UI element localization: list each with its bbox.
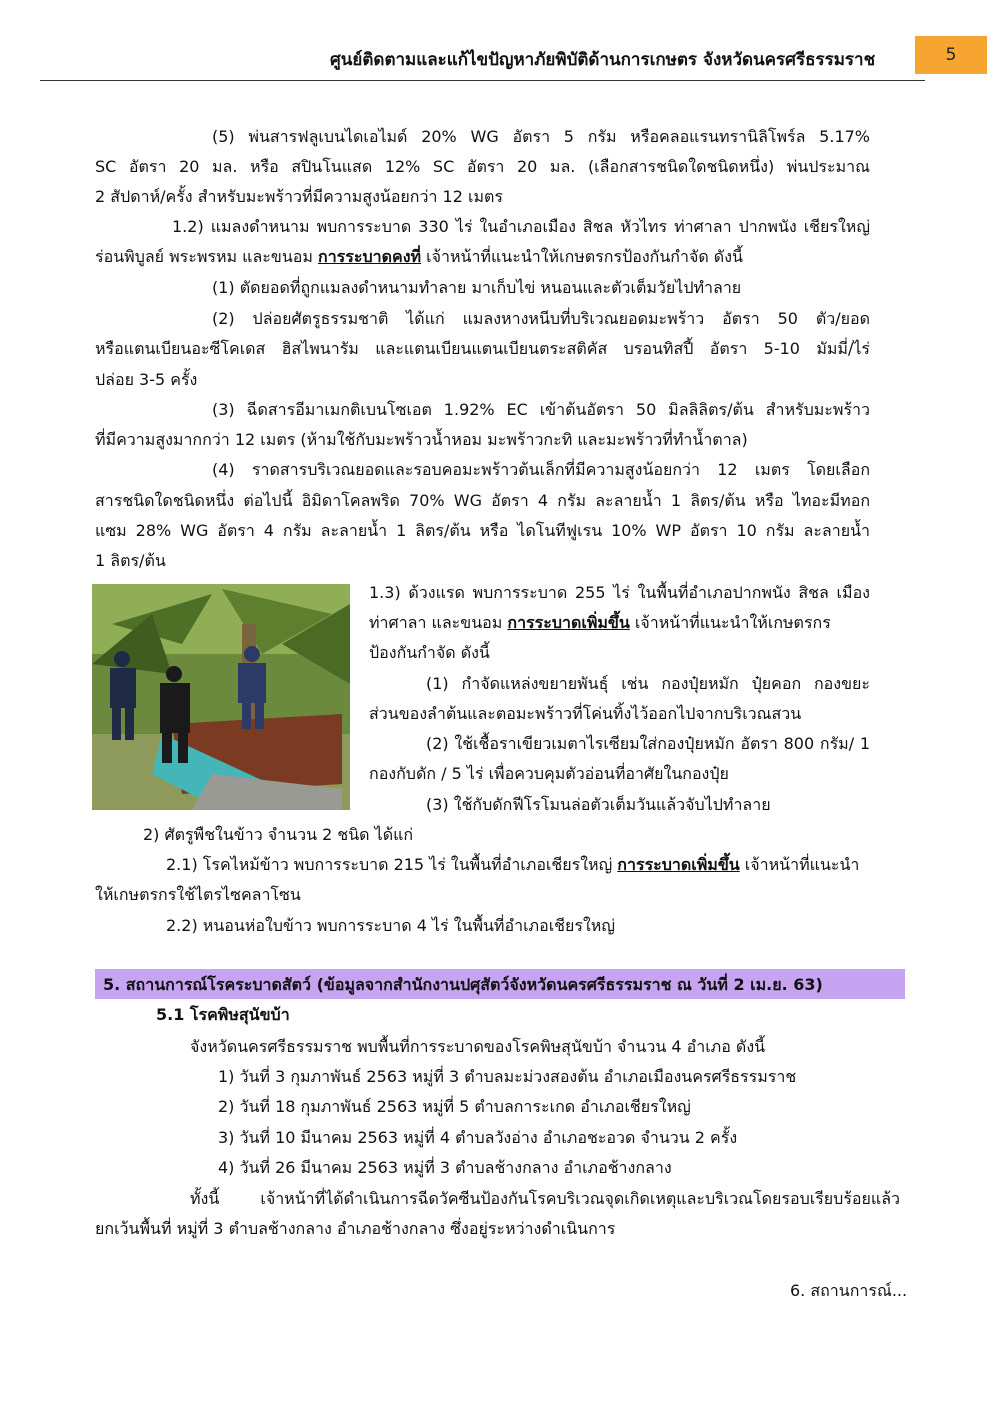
s13-status: การระบาดเพิ่มขึ้น [507,613,630,632]
s2-item2: 2.2) หนอนห่อใบข้าว พบการระบาด 4 ไร่ ในพื้นที่อำเภอเชียรใหญ่ [166,916,615,935]
page-number: 5 [945,45,957,65]
s12-item4-line4: 1 ลิตร/ต้น [95,551,166,570]
s13-line2 [369,612,831,634]
s13-line3: ป้องกันกำจัด ดังนี้ [369,643,490,662]
s12-item2-line3: ปล่อย 3-5 ครั้ง [95,370,198,389]
s51-item3: 3) วันที่ 10 มีนาคม 2563 หมู่ที่ 4 ตำบลวังอ่าง อำเภอชะอวด จำนวน 2 ครั้ง [218,1128,738,1147]
s2-title: 2) ศัตรูพืชในข้าว จำนวน 2 ชนิด ได้แก่ [143,825,414,844]
s51-item1: 1) วันที่ 3 กุมภาพันธ์ 2563 หมู่ที่ 3 ตำบลมะม่วงสองต้น อำเภอเมืองนครศรีธรรมราช [218,1067,797,1086]
s12-item3-line1: (3) ฉีดสารอีมาเมกติเบนโซเอต 1.92% EC เข้าต้นอัตรา 50 มิลลิลิตร/ต้น สำหรับมะพร้าว [212,400,870,419]
s2-item1a: 2.1) โรคไหม้ข้าว พบการระบาด 215 ไร่ ในพื้นที่อำเภอเชียรใหญ่ [166,855,618,874]
s2-item1-line1 [166,854,859,876]
s51-end-line2: ยกเว้นพื้นที่ หมู่ที่ 3 ตำบลช้างกลาง อำเภอช้างกลาง ซึ่งอยู่ระหว่างดำเนินการ [95,1219,616,1238]
s51-heading: 5.1 โรคพิษสุนัขบ้า [156,1005,290,1024]
s13-item3: (3) ใช้กับดักฟีโรโมนล่อตัวเต็มวันแล้วจับไปทำลาย [426,795,771,814]
continuation-footer: 6. สถานการณ์... [790,1281,908,1300]
s12-line1: 1.2) แมลงดำหนาม พบการระบาด 330 ไร่ ในอำเภอเมือง สิชล หัวไทร ท่าศาลา ปากพนัง เชียรใหญ่ [172,217,870,236]
s2-item1c: เจ้าหน้าที่แนะนำ [739,855,860,874]
s51-item2: 2) วันที่ 18 กุมภาพันธ์ 2563 หมู่ที่ 5 ตำบลการะเกด อำเภอเชียรใหญ่ [218,1097,691,1116]
s13-item2-line2: กองกับดัก / 5 ไร่ เพื่อควบคุมตัวอ่อนที่อาศัยในกองปุ๋ย [369,764,729,783]
page-number-box [915,36,987,74]
page-header-title: ศูนย์ติดตามและแก้ไขปัญหาภัยพิบัติด้านการเกษตร จังหวัดนครศรีธรรมราช [330,50,876,70]
s2-item1-line2: ให้เกษตรกรใช้ไตรไซคลาโซน [95,885,301,904]
p1-line2: SC อัตรา 20 มล. หรือ สปินโนแสด 12% SC อัตรา 20 มล. (เลือกสารชนิดใดชนิดหนึ่ง) พ่นประมาณ [95,157,870,176]
s13-line1: 1.3) ด้วงแรด พบการระบาด 255 ไร่ ในพื้นที่อำเภอปากพนัง สิชล เมือง [369,583,870,602]
header-rule [40,80,925,81]
s12-line2c: เจ้าหน้าที่แนะนำให้เกษตรกรป้องกันกำจัด ดังนี้ [421,247,743,266]
s13-item1-line1: (1) กำจัดแหล่งขยายพันธุ์ เช่น กองปุ๋ยหมัก ปุ๋ยคอก กองขยะ [426,674,870,693]
s51-item4: 4) วันที่ 26 มีนาคม 2563 หมู่ที่ 3 ตำบลช้างกลาง อำเภอช้างกลาง [218,1158,672,1177]
s13-item2-line1: (2) ใช้เชื้อราเขียวเมตาไรเซียมใส่กองปุ๋ยหมัก อัตรา 800 กรัม/ 1 [426,734,870,753]
s12-item4-line3: แซม 28% WG อัตรา 4 กรัม ละลายน้ำ 1 ลิตร/ต้น หรือ ไดโนทีฟูเรน 10% WP อัตรา 10 กรัม ละลายน้ำ [95,521,870,540]
s12-line2 [95,246,743,268]
s12-item2-line1: (2) ปล่อยศัตรูธรรมชาติ ได้แก่ แมลงหางหนีบที่บริเวณยอดมะพร้าว อัตรา 50 ตัว/ยอด [212,309,870,328]
s13-line2a: ท่าศาลา และขนอม [369,613,508,632]
section5-heading-bar [95,969,905,999]
s12-line2a: ร่อนพิบูลย์ พระพรหม และขนอม [95,247,318,266]
p1-line3: 2 สัปดาห์/ครั้ง สำหรับมะพร้าวที่มีความสูงน้อยกว่า 12 เมตร [95,187,503,206]
s12-item3-line2: ที่มีความสูงมากกว่า 12 เมตร (ห้ามใช้กับมะพร้าวน้ำหอม มะพร้าวกะทิ และมะพร้าวที่ทำน้ำตาล) [95,430,748,449]
p1-line1: (5) พ่นสารฟลูเบนไดเอไมด์ 20% WG อัตรา 5 กรัม หรือคลอแรนทรานิลิโพร์ล 5.17% [212,127,870,146]
s51-intro: จังหวัดนครศรีธรรมราช พบพื้นที่การระบาดของโรคพิษสุนัขบ้า จำนวน 4 อำเภอ ดังนี้ [190,1037,766,1056]
s12-item2-line2: หรือแตนเบียนอะซีโคเดส ฮิสไพนารัม และแตนเบียนแตนเบียนตระสติคัส บรอนทิสปี้ อัตรา 5-10 มัมมี่/ไร่ [95,339,870,358]
s12-item4-line1: (4) ราดสารบริเวณยอดและรอบคอมะพร้าวต้นเล็กที่มีความสูงน้อยกว่า 12 เมตร โดยเลือก [212,460,870,479]
s12-status: การระบาดคงที่ [318,247,422,266]
s12-item4-line2: สารชนิดใดชนิดหนึ่ง ต่อไปนี้ อิมิดาโคลพริด 70% WG อัตรา 4 กรัม ละลายน้ำ 1 ลิตร/ต้น หรือ ไทอะมีทอก [95,491,870,510]
coconut-garden-photo [92,584,350,810]
section5-heading: 5. สถานการณ์โรคระบาดสัตว์ (ข้อมูลจากสำนักงานปศุสัตว์จังหวัดนครศรีธรรมราช ณ วันที่ 2 เม.ย. 63) [103,975,823,994]
s12-item1: (1) ตัดยอดที่ถูกแมลงดำหนามทำลาย มาเก็บไข่ หนอนและตัวเต็มวัยไปทำลาย [212,278,742,297]
s51-end-line1: ทั้งนี้ เจ้าหน้าที่ได้ดำเนินการฉีดวัคซีนป้องกันโรคบริเวณจุดเกิดเหตุและบริเวณโดยรอบเรียบร้อยแล้ว [190,1189,900,1208]
s13-line2c: เจ้าหน้าที่แนะนำให้เกษตรกร [629,613,831,632]
s13-item1-line2: ส่วนของลำต้นและตอมะพร้าวที่โค่นทิ้งไว้ออกไปจากบริเวณสวน [369,704,802,723]
s2-status: การระบาดเพิ่มขึ้น [617,855,740,874]
